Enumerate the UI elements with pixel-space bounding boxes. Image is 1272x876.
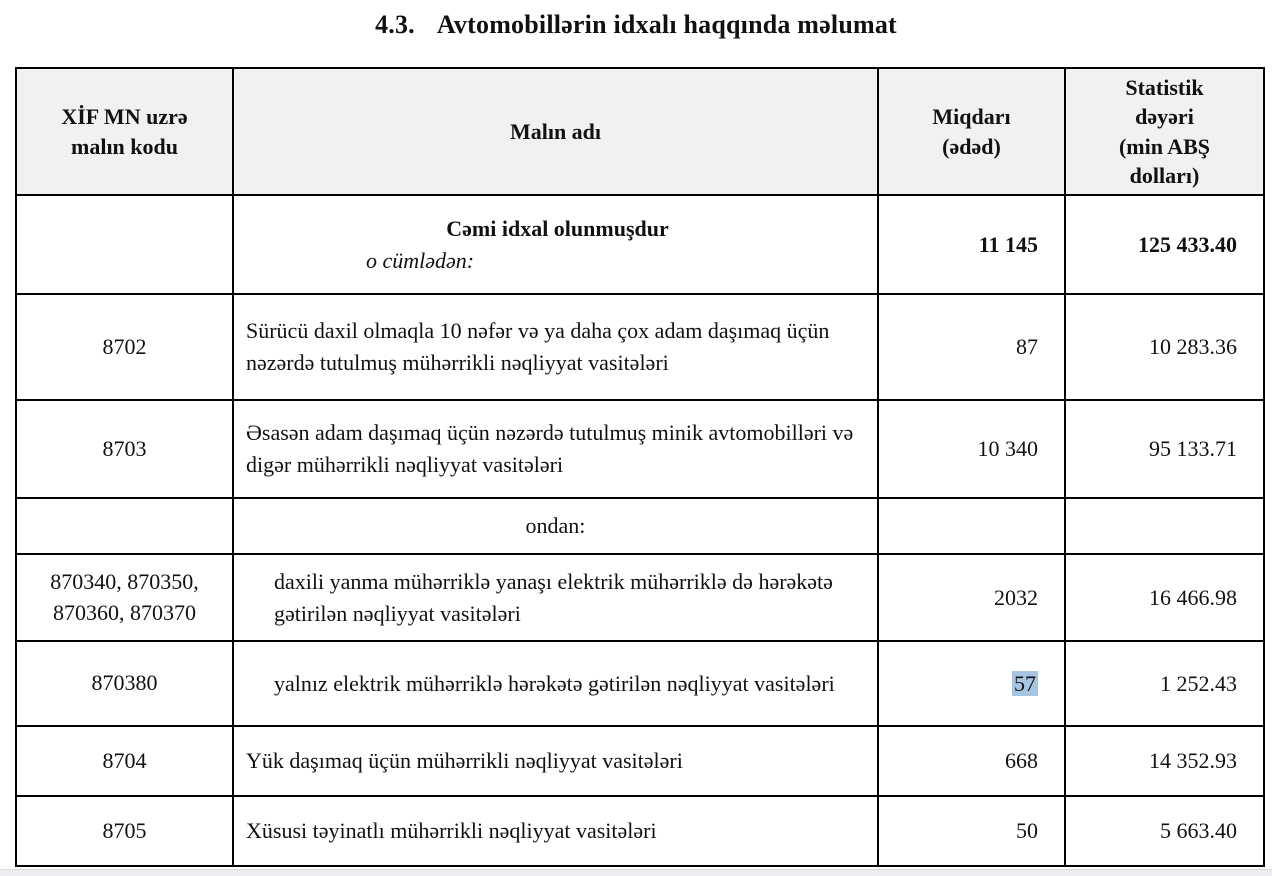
cell-name: ondan: — [233, 498, 878, 554]
table-row-8705 — [16, 796, 1264, 866]
header-value-line4: dolları) — [1129, 162, 1200, 188]
header-quantity — [878, 68, 1065, 195]
header-code-line1: XİF MN uzrə — [61, 104, 188, 130]
cell-name: Yük daşımaq üçün mühərrikli nəqliyyat vasitələri — [233, 726, 878, 796]
cell-name: daxili yanma mühərriklə yanaşı elektrik mühərriklə də hərəkətə gətirilən nəqliyyat vasitələri — [233, 554, 878, 641]
section-title — [0, 10, 1272, 40]
header-value — [1065, 68, 1264, 195]
header-value-line3: (min ABŞ — [1118, 133, 1211, 159]
page-bottom-strip — [0, 869, 1272, 876]
header-quantity-line2: (ədəd) — [942, 133, 1001, 159]
cell-name: yalnız elektrik mühərriklə hərəkətə gətirilən nəqliyyat vasitələri — [233, 641, 878, 726]
header-value-line2: dəyəri — [1135, 104, 1194, 130]
cell-value: 16 466.98 — [1065, 554, 1264, 641]
total-sublabel: o cümlədən: — [366, 247, 475, 273]
header-code-line2: malın kodu — [71, 133, 178, 159]
table-row-hybrid — [16, 554, 1264, 641]
cell-code — [16, 195, 233, 294]
table-row-electric — [16, 641, 1264, 726]
cell-value: 95 133.71 — [1065, 400, 1264, 498]
table-row-8704 — [16, 726, 1264, 796]
section-title-text: Avtomobillərin idxalı haqqında məlumat — [436, 10, 897, 39]
cell-code: 870340, 870350, 870360, 870370 — [16, 554, 233, 641]
total-label: Cəmi idxal olunmuşdur — [446, 215, 669, 241]
cell-value — [1065, 498, 1264, 554]
header-value-line1: Statistik — [1125, 75, 1204, 101]
cell-code: 8702 — [16, 294, 233, 400]
selected-text-highlight[interactable]: 57 — [1014, 670, 1036, 696]
cell-value: 5 663.40 — [1065, 796, 1264, 866]
cell-quantity: 50 — [878, 796, 1065, 866]
cell-quantity: 2032 — [878, 554, 1065, 641]
cell-code: 8704 — [16, 726, 233, 796]
cell-name — [233, 195, 878, 294]
cell-value: 125 433.40 — [1065, 195, 1264, 294]
header-quantity-line1: Miqdarı — [932, 104, 1011, 130]
table-row-8703 — [16, 400, 1264, 498]
cell-value: 14 352.93 — [1065, 726, 1264, 796]
cell-code — [16, 498, 233, 554]
cell-name: Xüsusi təyinatlı mühərrikli nəqliyyat vasitələri — [233, 796, 878, 866]
cell-value: 10 283.36 — [1065, 294, 1264, 400]
cell-name: Əsasən adam daşımaq üçün nəzərdə tutulmuş minik avtomobilləri və digər mühərrikli nəqliyyat vasitələri — [233, 400, 878, 498]
cell-quantity: 87 — [878, 294, 1065, 400]
cell-quantity: 668 — [878, 726, 1065, 796]
header-row — [16, 68, 1264, 195]
imports-table — [15, 67, 1265, 867]
header-code — [16, 68, 233, 195]
cell-code: 8705 — [16, 796, 233, 866]
cell-name: Sürücü daxil olmaqla 10 nəfər və ya daha çox adam daşımaq üçün nəzərdə tutulmuş mühərrikli nəqliyyat vasitələri — [233, 294, 878, 400]
table-row-ondan — [16, 498, 1264, 554]
cell-value: 1 252.43 — [1065, 641, 1264, 726]
cell-quantity — [878, 498, 1065, 554]
section-number: 4.3. — [375, 10, 415, 39]
cell-quantity: 11 145 — [878, 195, 1065, 294]
table-row-8702 — [16, 294, 1264, 400]
cell-code: 8703 — [16, 400, 233, 498]
cell-quantity — [878, 641, 1065, 726]
cell-code: 870380 — [16, 641, 233, 726]
table-row-total — [16, 195, 1264, 294]
cell-quantity: 10 340 — [878, 400, 1065, 498]
header-name: Malın adı — [233, 68, 878, 195]
